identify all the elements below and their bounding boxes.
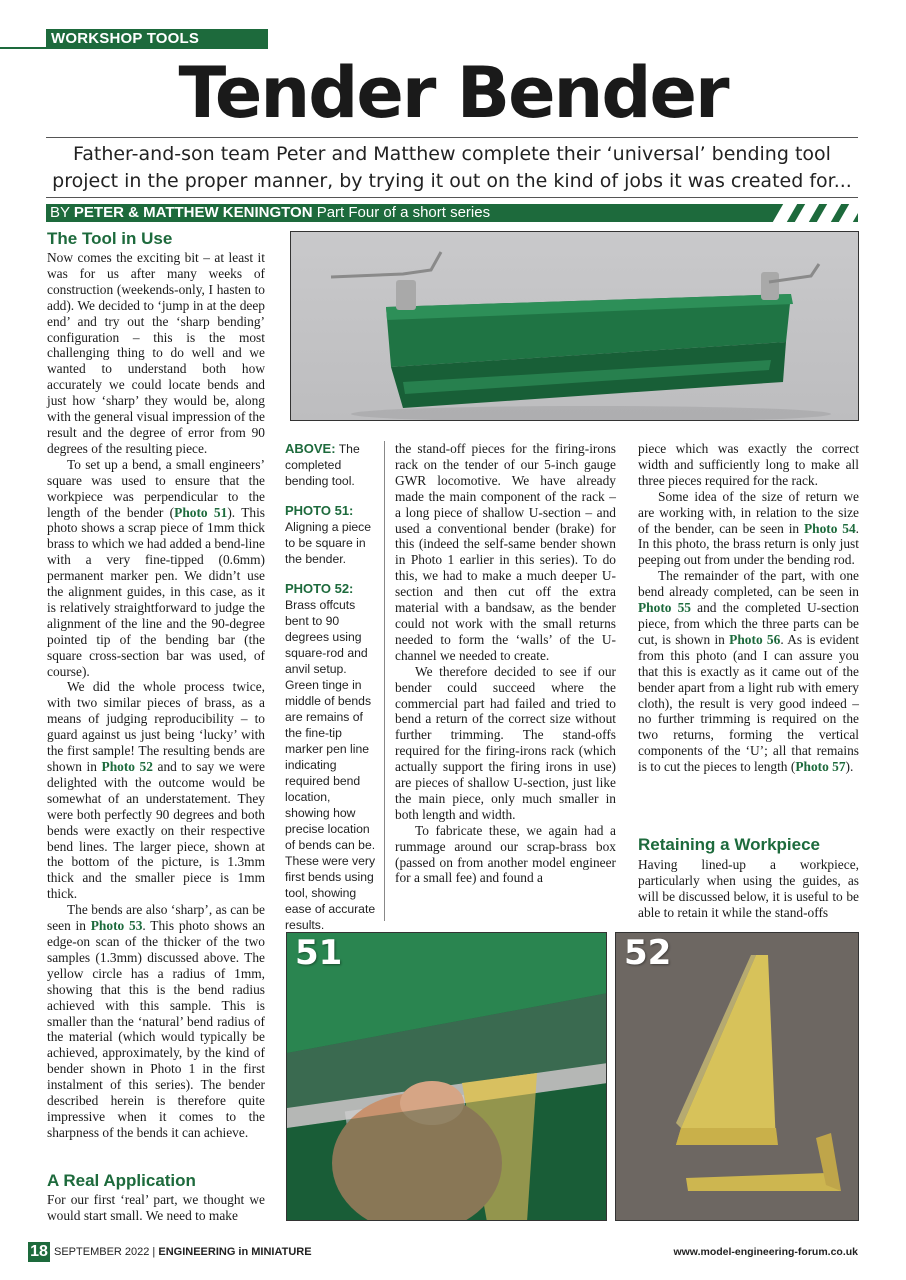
column-3 (395, 441, 616, 886)
caption-photo-52: PHOTO 52: Brass offcuts bent to 90 degrees using square-rod and anvil setup. Green tinge in middle of bends are remains of the fine-tip marker pen line indicating required bend location, showing how precise location of bends can be. These were very first bends using tool, showing ease of accurate results. (285, 581, 376, 932)
byline-stripes (770, 204, 858, 222)
photo-bending-tool (290, 231, 859, 421)
photo-51-illustration (287, 933, 607, 1221)
col1-paragraph-1: Now comes the exciting bit – at least it was for us after many weeks of construction (weekends-only, I hasten to add). We decided to ‘jump in at the deep end’ and try out the ‘sharp bending’ configuration – this is the most challenging thing to do well and we wanted to understand both how accurately we could locate bends and just how ‘sharp’ they would be, along with the general visual impression of the result and the degree of error from 90 degrees of the resulting piece. (47, 250, 265, 456)
col4-paragraph-1: piece which was exactly the correct width and sufficiently long to make all three pieces required for the rack. (638, 441, 859, 488)
byline-series: Part Four of a short series (316, 204, 491, 221)
section-tag: WORKSHOP TOOLS (46, 29, 268, 48)
col1-paragraph-5: For our first ‘real’ part, we thought we would start small. We need to make (47, 1192, 265, 1223)
photo-52-illustration (616, 933, 859, 1221)
column-4 (638, 441, 859, 775)
title-rule (46, 137, 858, 138)
col4-paragraph-2: Some idea of the size of return we are working with, in relation to the size of the bender, can be seen in Photo 54. In this photo, the brass return is only just peeping out from under the bending rod. (638, 488, 860, 568)
byline-prefix: BY (50, 204, 70, 221)
footer-url[interactable]: www.model-engineering-forum.co.uk (673, 1246, 858, 1258)
footer-issue: SEPTEMBER 2022 | ENGINEERING in MINIATURE (54, 1246, 312, 1258)
column-1 (47, 250, 265, 1141)
caption-divider (384, 441, 385, 921)
byline (46, 204, 858, 222)
heading-real-application: A Real Application (47, 1171, 196, 1190)
section-tag-rule (0, 47, 268, 49)
col4-paragraph-3: The remainder of the part, with one bend already completed, can be seen in Photo 55 and the completed U-section piece, from which the three parts can be cut, is shown in Photo 56. As is evident from this photo (and I can assure you that this is exactly as it came out of the bender apart from a light rub with emery cloth), the result is very good indeed – no further trimming is required on the two returns, forming the vertical components of the ‘U’; all that remains is to cut the pieces to length (Photo 57). (638, 568, 860, 775)
col3-paragraph-3: To fabricate these, we again had a rummage around our scrap-brass box (passed on from another model engineer for a small fee) and found a (395, 822, 616, 886)
photo-52-ref: Photo 52 (101, 759, 153, 774)
col1-paragraph-3: We did the whole process twice, with two similar pieces of brass, as a means of judging reproducibility – to guard against us just being ‘lucky’ with the first sample! The resulting bends are shown in Photo 52 and to say we were delighted with the outcome would be somewhat of an understatement. They were both perfectly 90 degrees and both bends were exactly on their respective bend lines. The larger piece, shown at the bottom of the picture, is 1.3mm thick and the smaller piece is 1mm thick. (47, 679, 265, 902)
standfirst: Father-and-son team Peter and Matthew complete their ‘universal’ bending tool project in the proper manner, by trying it out on the kind of jobs it was created for... (52, 143, 852, 192)
photo-57-ref: Photo 57 (795, 759, 846, 775)
photo-52 (615, 932, 859, 1221)
standfirst-rule (46, 197, 858, 198)
photo-51-ref: Photo 51 (174, 504, 228, 520)
photo-52-number: 52 (624, 933, 672, 973)
col1-paragraph-4: The bends are also ‘sharp’, as can be seen in Photo 53. This photo shows an edge-on scan of the thicker of the two samples (1.3mm) discussed above. The yellow circle has a radius of 1mm, showing that this is the bend radius achieved with this sample. This is smaller than the ‘natural’ bend radius of the material (which would typically be achieved, approximately, by the kind of bender shown in Photo 1 in the first instalment of this series). The bender described herein is therefore quite impressive when it comes to the sharpness of the bends it can achieve. (47, 902, 265, 1140)
photo-51 (286, 932, 607, 1221)
photo-55-ref: Photo 55 (638, 600, 691, 616)
caption-photo-51: PHOTO 51: Aligning a piece to be square in the bender. (285, 503, 372, 566)
col3-paragraph-1: the stand-off pieces for the firing-irons rack on the tender of our 5-inch gauge GWR locomotive. We have already made the main component of the rack – a long piece of shallow U-section – and used a conventional bender (brake) for this (indeed the self-same bender shown in Photo 1 earlier in this series). To do this, we had to make a much deeper U-section and then cut off the extra material with a bandsaw, as the bender could not work with the small returns needed to form the ‘walls’ of the U-channel we needed to create. (395, 441, 616, 663)
col3-paragraph-2: We therefore decided to see if our bender could succeed where the commercial part had failed and tried to bend a return of the correct size without further trimming. The stand-offs required for the firing-irons rack (which actually support the firing irons in use) are pieces of shallow U-section, just like the main piece, only much smaller in both length and width. (395, 663, 616, 822)
photo-51-number: 51 (295, 933, 343, 973)
photo-54-ref: Photo 54 (803, 520, 856, 536)
captions-column (285, 441, 377, 947)
col4-paragraph-4: Having lined-up a workpiece, particularly when using the guides, as will be discussed below, it is useful to be able to retain it while the stand-offs (638, 857, 859, 920)
heading-tool-in-use: The Tool in Use (47, 229, 173, 248)
page-title: Tender Bender (178, 52, 728, 134)
heading-retaining-workpiece: Retaining a Workpiece (638, 835, 821, 854)
col1-paragraph-2: To set up a bend, a small engineers’ square was used to ensure that the workpiece was perpendicular to the length of the bender (Photo 51). This photo shows a scrap piece of 1mm thick brass to which we had added a bend-line with a very fine-tipped (0.6mm) permanent marker pen. We didn’t use the alignment guides, in this case, as it is relatively straightforward to judge the alignment of the line and the 90-degree pointed tip of the bending bar (the square cross-section bar was used, of course). (47, 456, 266, 679)
caption-above: ABOVE: The completed bending tool. (285, 441, 360, 488)
bending-tool-illustration (291, 232, 859, 421)
photo-53-ref: Photo 53 (90, 918, 143, 934)
page-number: 18 (28, 1242, 50, 1262)
byline-authors: PETER & MATTHEW KENINGTON (73, 204, 313, 221)
photo-56-ref: Photo 56 (729, 631, 781, 647)
